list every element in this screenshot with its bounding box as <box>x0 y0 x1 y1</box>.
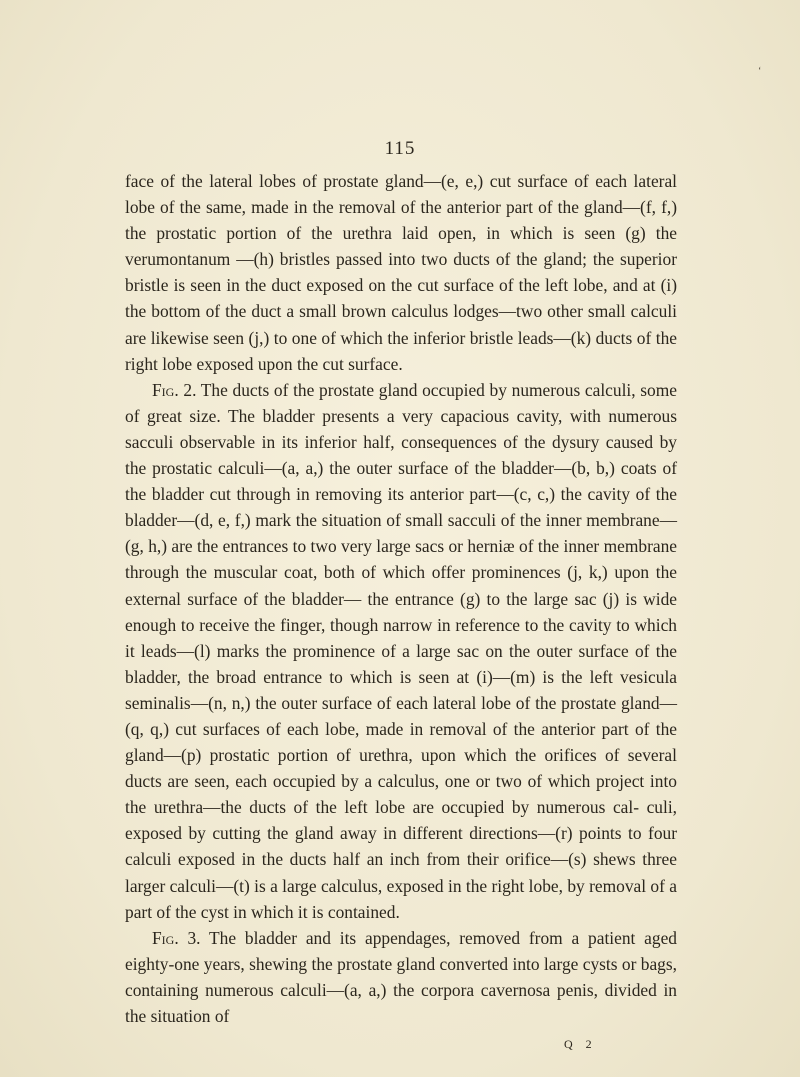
paragraph-text: The ducts of the prostate gland occupied by numerous calculi, some of great size. The bladder presents a very capacious cavity, with numerous sacculi observable in its inferior half, consequences of the dysury caused by the prostatic calculi—(a, a,) the outer surface of the bladder—(b, b,) coats of the bladder cut through in removing its anterior part—(c, c,) the cavity of the bladder—(d, e, f,) mark the situation of small sacculi of the inner membrane—(g, h,) are the entrances to two very large sacs or herniæ of the inner membrane through the muscular coat, both of which offer prominences (j, k,) upon the external surface of the bladder— the entrance (g) to the large sac (j) is wide enough to receive the finger, though narrow in reference to the cavity to which it leads—(l) marks the prominence of a large sac on the outer surface of the bladder, the broad entrance to which is seen at (i)—(m) is the left vesicula seminalis—(n, n,) the outer surface of each lateral lobe of the prostate gland—(q, q,) cut surfaces of each lobe, made in removal of the anterior part of the gland—(p) prostatic portion of urethra, upon which the orifices of several ducts are seen, each occupied by a calculus, one or two of which project into the urethra—the ducts of the left lobe are occupied by numerous cal- culi, exposed by cutting the gland away in different directions—(r) points to four calculi exposed in the ducts half an inch from their orifice—(s) shews three larger calculi—(t) is a large calculus, exposed in the right lobe, by removal of a part of the cyst in which it is contained. <box>125 379 677 922</box>
body-text <box>125 168 677 1029</box>
figure-label: Fig. 3. <box>152 927 201 948</box>
page-number: 115 <box>384 138 416 159</box>
corner-mark: ‘ <box>758 66 762 77</box>
paragraph-text: face of the lateral lobes of prostate gland—(e, e,) cut surface of each lateral lobe of the same, made in the removal of the anterior part of the gland—(f, f,) the prostatic portion of the urethra laid open, in which is seen (g) the verumontanum —(h) bristles passed into two ducts of the gland; the superior bristle is seen in the duct exposed on the cut surface of the left lobe, and at (i) the bottom of the duct a small brown calculus lodges—two other small calculi are likewise seen (j,) to one of which the inferior bristle leads—(k) ducts of the right lobe exposed upon the cut surface. <box>125 171 677 374</box>
paragraph-text: The bladder and its appendages, removed from a patient aged eighty-one years, shewing the prostate gland converted into large cysts or bags, containing numerous calculi—(a, a,) the corpora cavernosa penis, divided in the situation of <box>125 927 677 1026</box>
signature-mark: Q 2 <box>564 1037 597 1051</box>
figure-label: Fig. 2. <box>152 379 197 400</box>
paragraph-fig-3 <box>125 925 677 1029</box>
paragraph-continuation <box>125 168 677 377</box>
paragraph-fig-2 <box>125 377 677 925</box>
